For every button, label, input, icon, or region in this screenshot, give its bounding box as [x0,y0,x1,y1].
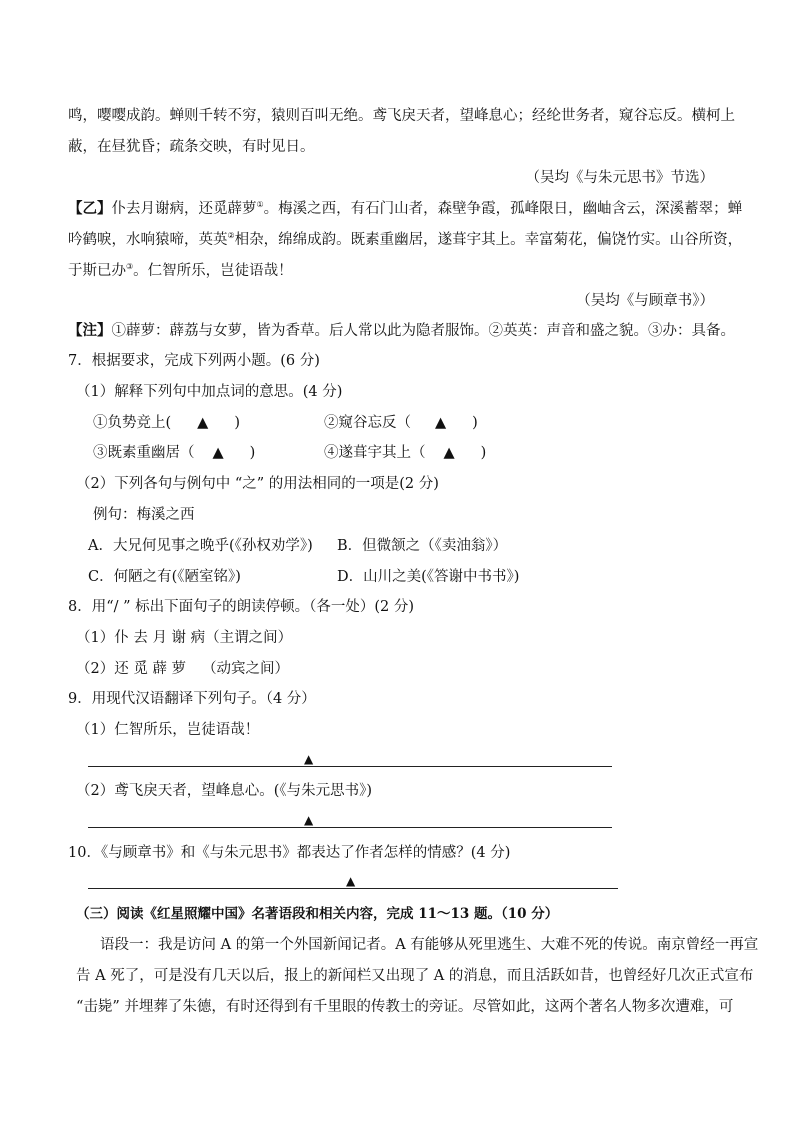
q7-item-2-close: ) [472,415,478,431]
q9-stem: 9．用现代汉语翻译下列句子。（4 分） [68,691,316,707]
q7-item-3 [93,443,255,463]
passage-b-text-2a: 吟鹤唳，水响猿啼，英英 [68,232,228,248]
passage-b-source: （吴均《与顾章书》） [576,293,714,309]
q7-item-4-text: ④遂葺宇其上（ [324,445,426,461]
notes-line [68,321,735,341]
q7-option-b: B．但微颔之（《卖油翁》） [337,538,508,554]
q7-stem: 7．根据要求，完成下列两小题。(6 分) [68,353,320,369]
q7-item-1-text: ①负势竞上( [93,415,172,431]
footnote-2-marker: ② [227,231,235,241]
q7-sub2: （2）下列各句与例句中 “之” 的用法相同的一项是(2 分) [76,476,439,492]
passage-b-line-1 [68,199,742,219]
q9-sentence-2: （2）鸢飞戾天者，望峰息心。(《与朱元思书》) [76,783,373,799]
q7-item-4-close: ) [480,445,487,461]
passage-b-label: 【乙】 [68,200,112,217]
q7-item-2 [324,413,478,433]
q9-answer-1-marker: ▲ [304,752,314,766]
q7-sub1: （1）解释下列句中加点词的意思。(4 分) [76,384,343,400]
q8-sentence-2-note: （动宾之间） [202,661,290,677]
footnote-1-marker: ① [256,200,264,210]
q8-sentence-2 [76,659,289,679]
q7-option-d: D．山川之美(《答谢中书书》) [337,569,520,585]
passage-b-text-2b: 相杂，绵绵成韵。既素重幽居，遂葺宇其上。幸富菊花，偏饶竹实。山谷所资， [234,232,743,248]
section-3-para-line-1: 语段一：我是访问 A 的第一个外国新闻记者。A 有能够从死里逃生、大难不死的传说。南京曾经一再宣 [100,937,759,953]
passage-a-line-2: 蔽，在昼犹昏；疏条交映，有时见日。 [68,139,315,155]
passage-b-text-3a: 于斯已办 [68,263,126,279]
q7-item-4-answer-marker: ▲ [443,445,455,461]
q10-answer-line[interactable] [88,888,618,889]
q10-stem: 10．《与顾章书》和《与朱元思书》都表达了作者怎样的情感？(4 分) [68,845,511,861]
section-3-para-line-2: 告 A 死了，可是没有几天以后，报上的新闻栏又出现了 A 的消息，而且活跃如昔，也曾经好几次正式宣布 [76,968,754,984]
q10-answer-marker: ▲ [346,874,356,888]
q7-item-4 [324,443,486,463]
notes-label: 【注】 [68,322,112,339]
q9-answer-2-line[interactable] [88,827,612,828]
section-3-heading: （三）阅读《红星照耀中国》名著语段和相关内容，完成 11～13 题。（10 分） [76,906,559,922]
q7-example: 例句：梅溪之西 [93,507,195,523]
q7-item-3-answer-marker: ▲ [212,445,224,461]
passage-b-text-1b: 。梅溪之西，有石门山者，森壁争霞，孤峰限日，幽岫含云，深溪蓄翠；蝉 [263,201,743,217]
q7-item-3-text: ③既素重幽居（ [93,445,195,461]
q9-answer-1-line[interactable] [88,766,612,767]
passage-b-line-3 [68,261,293,281]
notes-text: ①薜萝：薜荔与女萝，皆为香草。后人常以此为隐者服饰。②英英：声音和盛之貌。③办：具备。 [111,323,735,339]
q8-sentence-2-text: （2）还 觅 薜 萝 [76,661,187,677]
q9-answer-2-marker: ▲ [304,813,314,827]
q7-item-1-answer-marker: ▲ [197,415,209,431]
q7-option-c: C．何陋之有(《陋室铭》) [88,569,241,585]
q7-item-1 [93,413,240,433]
q7-item-1-close: ) [234,415,240,431]
q7-option-a: A．大兄何见事之晚乎(《孙权劝学》) [88,538,313,554]
passage-a-line-1: 鸣，嘤嘤成韵。蝉则千转不穷，猿则百叫无绝。鸢飞戾天者，望峰息心；经纶世务者，窥谷忘反。横柯上 [68,108,735,124]
section-3-para-line-3: “击毙” 并埋葬了朱德，有时还得到有千里眼的传教士的旁证。尽管如此，这两个著名人物多次遭难，可 [76,999,734,1015]
passage-b-text-1a: 仆去月谢病，还觅薜萝 [111,201,257,217]
q7-item-2-answer-marker: ▲ [435,415,447,431]
passage-b-text-3b: 。仁智所乐，岂徒语哉！ [133,263,293,279]
footnote-3-marker: ③ [126,262,134,272]
q9-sentence-1: （1）仁智所乐，岂徒语哉！ [76,722,260,738]
passage-b-line-2 [68,230,742,250]
passage-a-source: （吴均《与朱元思书》节选） [525,170,714,186]
q7-item-2-text: ②窥谷忘反（ [324,415,411,431]
q8-stem: 8．用“/ ” 标出下面句子的朗读停顿。（各一处）(2 分) [68,599,415,615]
q8-sentence-1: （1）仆 去 月 谢 病（主谓之间） [76,630,293,646]
q7-item-3-close: ) [249,445,256,461]
